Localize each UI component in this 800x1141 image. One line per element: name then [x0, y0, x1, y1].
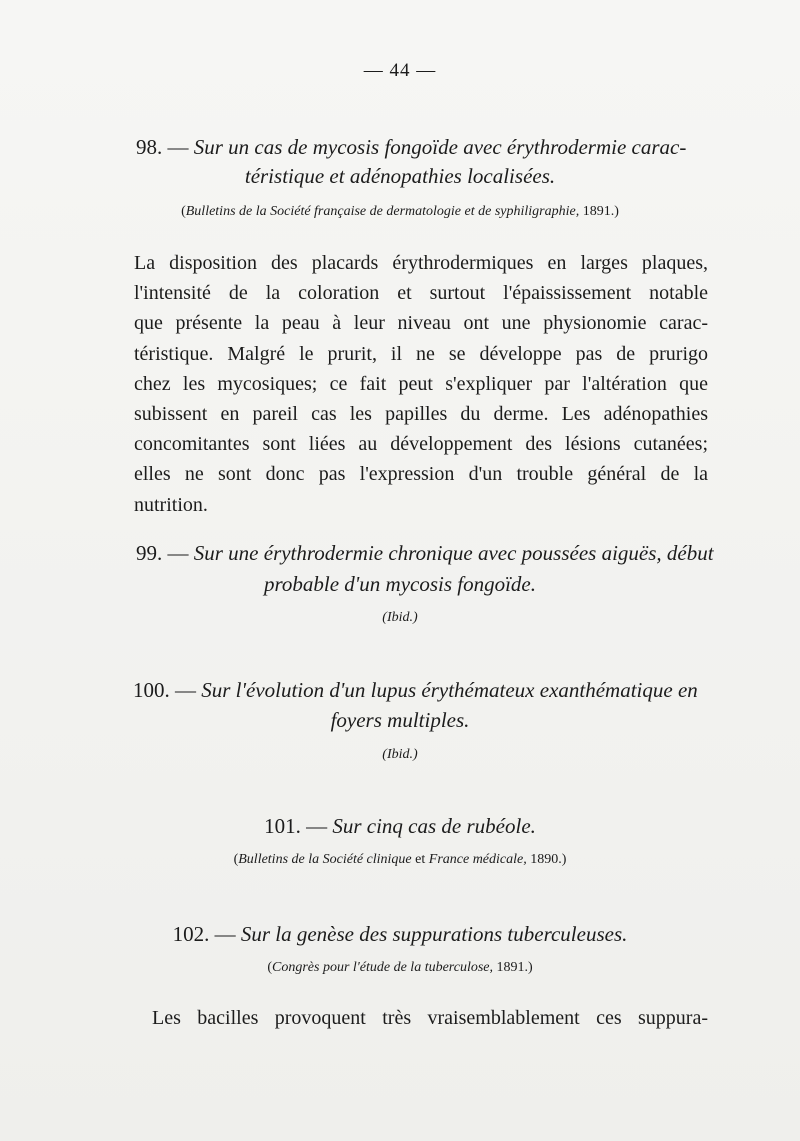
entry-98-number: 98.: [136, 135, 163, 159]
entry-102-title: 102. — Sur la genèse des suppurations tuberculeuses.: [172, 922, 628, 946]
entry-100-source: (Ibid.): [382, 747, 418, 762]
body-line: nutrition.: [134, 493, 208, 516]
entry-102-source: (Congrès pour l'étude de la tuberculose, 1891.): [267, 960, 533, 975]
entry-102-number: 102.: [172, 922, 210, 946]
entry-99-title-line2: probable d'un mycosis fongoïde.: [263, 572, 536, 596]
entry-100-title-line1: [133, 674, 713, 706]
entry-98-body: [134, 248, 708, 520]
entry-99-dash: —: [167, 541, 189, 565]
entry-99-title-line1: [136, 537, 712, 569]
entry-98-source: (Bulletins de la Société française de dermatologie et de syphiligraphie, 1891.): [181, 204, 619, 219]
entry-98-title-line1: [136, 131, 712, 163]
body-line: La disposition des placards érythrodermiques en larges plaques,: [134, 252, 708, 274]
entry-100-title-part1: Sur l'évolution d'un lupus érythémateux exanthématique en: [201, 678, 698, 702]
entry-100-dash: —: [175, 678, 196, 702]
body-line: subissent en pareil cas les papilles du derme. Les adénopathies: [134, 403, 708, 426]
body-line: elles ne sont donc pas l'expression d'un trouble général de la: [134, 463, 708, 486]
entry-99-source: (Ibid.): [382, 610, 418, 625]
entry-102-body: [152, 1003, 708, 1033]
body-line: Les bacilles provoquent très vraisemblablement ces suppura-: [152, 1007, 708, 1029]
entry-98-title-part1: Sur un cas de mycosis fongoïde avec érythrodermie carac-: [193, 135, 687, 159]
entry-102-dash: —: [214, 922, 236, 946]
entry-101-number: 101.: [264, 814, 301, 838]
body-line: que présente la peau à leur niveau ont une physionomie carac-: [134, 312, 708, 335]
entry-101-title: 101. — Sur cinq cas de rubéole.: [264, 814, 536, 838]
body-line: chez les mycosiques; ce fait peut s'expliquer par l'altération que: [134, 372, 708, 395]
entry-99-number: 99.: [136, 541, 163, 565]
entry-99-title-part1: Sur une érythrodermie chronique avec poussées aiguës, début: [193, 541, 714, 565]
entry-101-dash: —: [306, 814, 328, 838]
page-number: — 44 —: [363, 60, 437, 81]
body-line: l'intensité de la coloration et surtout l'épaississement notable: [134, 282, 708, 305]
body-line: concomitantes sont liées au développement des lésions cutanées;: [134, 433, 708, 456]
entry-98-dash: —: [167, 135, 189, 159]
entry-100-number: 100.: [133, 678, 170, 702]
entry-98-title-line2: téristique et adénopathies localisées.: [244, 164, 556, 188]
entry-101-source: (Bulletins de la Société clinique et France médicale, 1890.): [233, 852, 567, 867]
entry-100-title-line2: foyers multiples.: [330, 708, 470, 732]
body-line: téristique. Malgré le prurit, il ne se développe pas de prurigo: [134, 342, 708, 365]
